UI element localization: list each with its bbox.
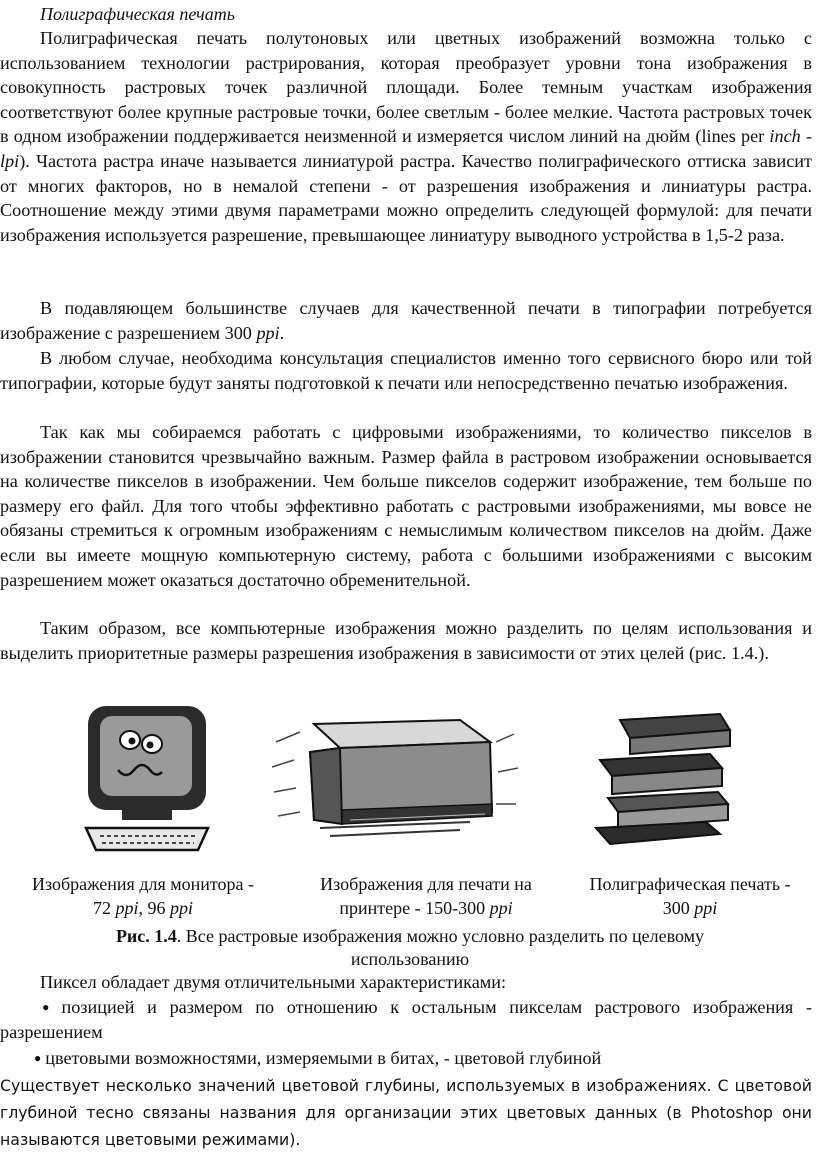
paragraph-purposes bbox=[0, 616, 812, 665]
paragraph-text: . bbox=[279, 322, 285, 343]
bullet-item-resolution bbox=[0, 995, 812, 1044]
bullet-text: позицией и размером по отношению к остальным пикселам растрового изображения - разрешением bbox=[0, 997, 812, 1042]
caption-text: 300 bbox=[662, 898, 695, 918]
bullet-text: цветовыми возможностями, измеряемыми в битах, - цветовой глубиной bbox=[45, 1048, 602, 1068]
term-ppi: ppi bbox=[256, 322, 280, 343]
term-ppi: ppi bbox=[489, 898, 513, 918]
caption-line bbox=[566, 896, 814, 920]
figure-caption-text: . Все растровые изображения можно условно разделить по целевому использованию bbox=[176, 926, 705, 969]
term-lpi: lpi bbox=[0, 150, 20, 171]
caption-line bbox=[288, 896, 564, 920]
caption-books bbox=[566, 872, 814, 920]
bullet-icon: ● bbox=[34, 1000, 58, 1014]
caption-line bbox=[4, 896, 282, 920]
bullet-item-color-depth bbox=[0, 1046, 812, 1071]
paragraph-text: Пиксел обладает двумя отличительными характеристиками: bbox=[40, 972, 507, 992]
paragraph-text: Таким образом, все компьютерные изображения можно разделить по целям использования и выделить приоритетные размеры разрешения изображения в зависимости от этих целей (рис. 1.4.). bbox=[0, 618, 812, 663]
term-ppi: ppi bbox=[694, 898, 718, 918]
caption-line: Изображения для печати на bbox=[320, 874, 532, 894]
paragraph-rasterization bbox=[0, 26, 812, 247]
printer-illustration bbox=[270, 712, 520, 852]
paragraph-pixel-count bbox=[0, 420, 812, 592]
section-heading: Полиграфическая печать bbox=[40, 4, 235, 24]
bullet-icon: ● bbox=[34, 1051, 42, 1065]
paragraph-300ppi bbox=[0, 296, 812, 345]
paragraph-text: В подавляющем большинстве случаев для качественной печати в типографии потребуется изображение с разрешением 300 bbox=[0, 298, 812, 343]
caption-text: 72 bbox=[92, 898, 116, 918]
caption-text: принтере - 150-300 bbox=[339, 898, 490, 918]
caption-printer bbox=[288, 872, 564, 920]
paragraph-text: Так как мы собираемся работать с цифровыми изображениями, то количество пикселов в изображении становится чрезвычайно важным. Размер файла в растровом изображении основывается на количестве пикселов в изображении. Чем больше пикселов содержит изображение, тем больше по размеру его файл. Для того чтобы эффективно работать с растровыми изображениями, мы вовсе не обязаны стремиться к огромным изображениям с немыслимым количеством пикселов на дюйм. Даже если вы имеете мощную компьютерную систему, работа с большими изображениями с высоким разрешением может оказаться достаточно обременительной. bbox=[0, 422, 812, 590]
figure-caption bbox=[60, 925, 760, 971]
paragraph-text: Существует несколько значений цветовой глубины, используемых в изображениях. С цветовой глубиной тесно связаны названия для организации этих цветовых данных (в Photoshop они называются цветовыми режимами). bbox=[0, 1076, 812, 1149]
term-ppi: ppi bbox=[170, 898, 194, 918]
paragraph-color-depth bbox=[0, 1072, 812, 1153]
figure-label: Рис. 1.4 bbox=[115, 926, 177, 946]
term-inch: inch bbox=[769, 126, 801, 147]
caption-monitor bbox=[4, 872, 282, 920]
paragraph-text: В любом случае, необходима консультация специалистов именно того сервисного бюро или той типографии, которые будут заняты подготовкой к печати или непосредственно печатью изображения. bbox=[0, 348, 812, 393]
term-ppi: ppi bbox=[115, 898, 139, 918]
monitor-illustration bbox=[78, 700, 218, 860]
caption-line: Полиграфическая печать - bbox=[589, 874, 791, 894]
caption-text: , 96 bbox=[138, 898, 170, 918]
dash: - bbox=[800, 126, 812, 147]
paragraph-text: Полиграфическая печать полутоновых или цветных изображений возможна только с использованием технологии растрирования, которая преобразует уровни тона изображения в совокупность растровых точек различной площади. Более темным участкам изображения соответствуют более крупные растровые точки, более светлым - более мелкие. Частота растровых точек в одном изображении поддерживается неизменной и измеряется числом линий на дюйм (lines per bbox=[0, 28, 812, 147]
paragraph-pixel-characteristics bbox=[0, 970, 812, 995]
books-illustration bbox=[590, 712, 740, 852]
paragraph-text: ). Частота растра иначе называется линиатурой растра. Качество полиграфического оттиска зависит от многих факторов, но в немалой степени - от разрешения изображения и линиатуры растра. Соотношение между этими двумя параметрами можно определить следующей формулой: для печати изображения используется разрешение, превышающее линиатуру выводного устройства в 1,5-2 раза. bbox=[0, 150, 812, 245]
caption-line: Изображения для монитора - bbox=[31, 874, 255, 894]
paragraph-consultation bbox=[0, 346, 812, 395]
